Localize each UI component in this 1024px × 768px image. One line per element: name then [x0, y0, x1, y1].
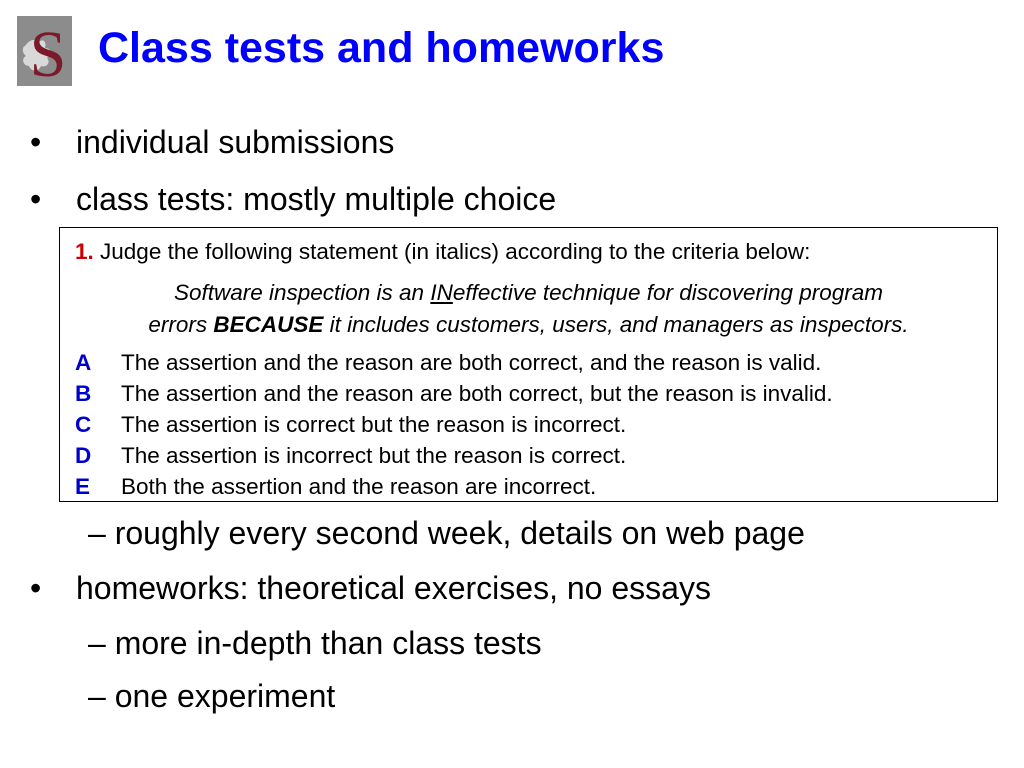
question-prompt: Judge the following statement (in italics) according to the criteria below:	[100, 239, 811, 264]
subitem-one-experiment	[88, 680, 335, 712]
slide-title: Class tests and homeworks	[98, 24, 665, 72]
subitem-text: roughly every second week, details on web page	[114, 515, 805, 551]
bullet-text: individual submissions	[76, 124, 395, 160]
sample-question-box	[59, 227, 998, 502]
bullet-dot-icon: •	[30, 181, 42, 217]
subitem-text: more in-depth than class tests	[114, 625, 542, 661]
statement-bold: BECAUSE	[213, 312, 324, 337]
bullet-dot-icon: •	[30, 570, 42, 606]
university-logo	[17, 16, 72, 86]
bullet-dot-icon: •	[30, 124, 42, 160]
question-number: 1.	[75, 239, 94, 264]
statement-underlined: IN	[430, 280, 453, 305]
dash-glyph: –	[88, 678, 106, 714]
option-text: The assertion and the reason are both correct, and the reason is valid.	[121, 350, 822, 375]
statement-text: it includes customers, users, and managers as inspectors.	[323, 312, 909, 337]
option-text: The assertion is correct but the reason is incorrect.	[121, 412, 627, 437]
question-header	[75, 241, 810, 264]
dash-glyph: –	[88, 625, 106, 661]
option-text: The assertion is incorrect but the reason is correct.	[121, 443, 627, 468]
option-letter: E	[75, 474, 91, 499]
option-letter: D	[75, 443, 92, 468]
leaf-s-emblem-icon	[17, 16, 72, 86]
option-letter: C	[75, 412, 92, 437]
question-statement-line-2	[60, 314, 997, 337]
subitem-more-in-depth	[88, 627, 542, 659]
subitem-text: one experiment	[114, 678, 336, 714]
logo-letter: S	[29, 18, 67, 86]
bullet-text: class tests: mostly multiple choice	[76, 181, 557, 217]
option-text: Both the assertion and the reason are incorrect.	[121, 474, 597, 499]
statement-text: effective technique for discovering program	[452, 280, 884, 305]
statement-text: Software inspection is an	[173, 280, 431, 305]
dash-glyph: –	[88, 515, 106, 551]
subitem-roughly-every-second-week	[88, 517, 805, 549]
option-letter: B	[75, 381, 92, 406]
statement-text: errors	[148, 312, 214, 337]
option-text: The assertion and the reason are both correct, but the reason is invalid.	[121, 381, 833, 406]
option-letter: A	[75, 350, 92, 375]
question-statement-line-1	[60, 282, 997, 305]
bullet-text: homeworks: theoretical exercises, no essays	[76, 570, 711, 606]
